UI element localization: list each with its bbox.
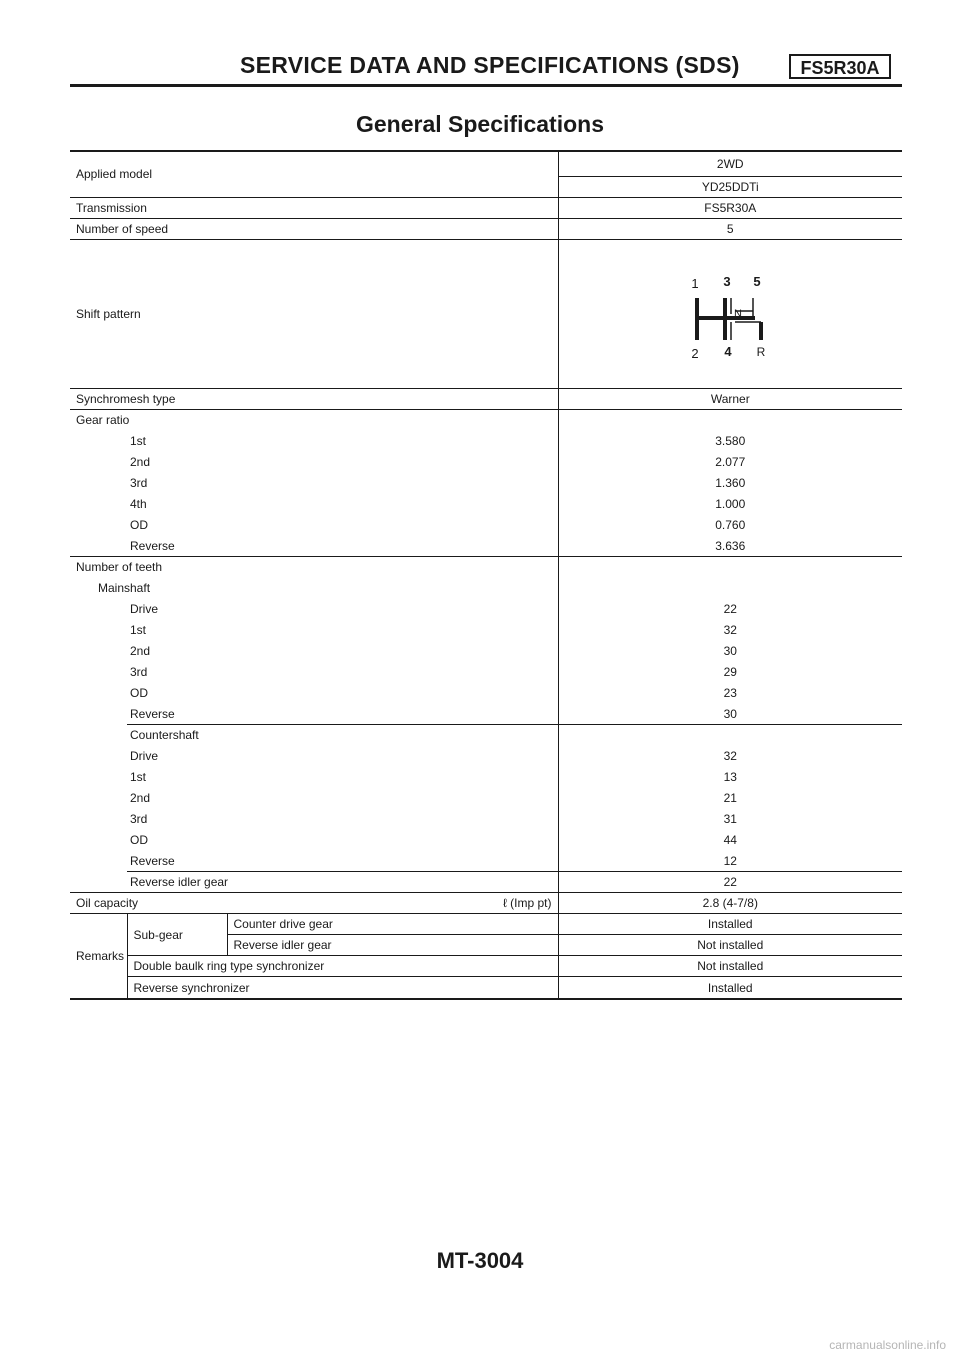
synchromesh-label: Synchromesh type xyxy=(70,388,558,409)
number-of-speed-value: 5 xyxy=(558,218,902,239)
table-row xyxy=(70,746,902,767)
gear-ratio-item-value: 2.077 xyxy=(558,451,902,472)
table-row xyxy=(70,218,902,239)
mainshaft-item-value: 23 xyxy=(558,682,902,703)
subgear-label: Sub-gear xyxy=(127,914,227,956)
gear-ratio-item-label: 4th xyxy=(130,496,147,511)
reverse-idler-value: 22 xyxy=(558,872,902,893)
countershaft-item-value: 31 xyxy=(558,809,902,830)
countershaft-item-label: OD xyxy=(130,833,148,848)
applied-model-drive: 2WD xyxy=(558,151,902,176)
teeth-label: Number of teeth xyxy=(70,556,558,577)
countershaft-item-value: 44 xyxy=(558,830,902,851)
countershaft-item-value: 32 xyxy=(558,746,902,767)
mainshaft-item-label: 3rd xyxy=(130,664,148,679)
reverse-idler-remark-label: Reverse idler gear xyxy=(227,935,558,956)
shift-pattern-cell xyxy=(558,239,902,388)
reverse-sync-value: Installed xyxy=(558,977,902,999)
mainshaft-item-label: OD xyxy=(130,685,148,700)
page-title: General Specifications xyxy=(356,111,604,137)
mainshaft-item-label: Reverse xyxy=(130,706,175,721)
gear-label-1: 1 xyxy=(691,275,699,291)
table-row xyxy=(70,472,902,493)
mainshaft-item-value: 30 xyxy=(558,640,902,661)
table-row xyxy=(70,956,902,977)
table-row xyxy=(70,556,902,577)
table-row xyxy=(70,514,902,535)
table-row xyxy=(70,724,902,745)
countershaft-item-value: 13 xyxy=(558,767,902,788)
table-row xyxy=(70,619,902,640)
reverse-idler-remark-value: Not installed xyxy=(558,935,902,956)
table-row xyxy=(70,809,902,830)
table-row xyxy=(70,893,902,914)
countershaft-item-label: 2nd xyxy=(130,791,151,806)
shift-pattern-diagram xyxy=(685,264,775,364)
gear-ratio-item-label: 3rd xyxy=(130,475,148,490)
oil-capacity-label xyxy=(70,893,558,914)
table-row xyxy=(70,703,902,724)
synchromesh-value: Warner xyxy=(558,388,902,409)
table-row xyxy=(70,151,902,176)
table-row xyxy=(70,451,902,472)
gear-ratio-item-value: 1.360 xyxy=(558,472,902,493)
reverse-sync-label: Reverse synchronizer xyxy=(127,977,558,999)
page-number: MT-3004 xyxy=(436,1248,524,1273)
spec-table xyxy=(70,150,902,1000)
table-row xyxy=(70,682,902,703)
mainshaft-label: Mainshaft xyxy=(98,580,151,595)
countershaft-item-value: 21 xyxy=(558,788,902,809)
countershaft-item-label: Drive xyxy=(130,749,159,763)
table-row xyxy=(70,577,902,598)
watermark: carmanualsonline.info xyxy=(829,1338,946,1352)
model-code-badge: FS5R30A xyxy=(789,54,891,79)
table-row xyxy=(70,598,902,619)
table-row xyxy=(70,830,902,851)
gear-ratio-item-label: OD xyxy=(130,517,148,532)
oil-capacity-label-text: Oil capacity xyxy=(76,896,139,911)
gear-label-4: 4 xyxy=(724,343,732,359)
table-row xyxy=(70,430,902,451)
gear-label-2: 2 xyxy=(691,345,699,361)
table-row xyxy=(70,535,902,556)
countershaft-item-label: Reverse xyxy=(130,853,175,868)
table-row xyxy=(70,977,902,999)
mainshaft-item-value: 32 xyxy=(558,619,902,640)
table-row xyxy=(70,788,902,809)
table-row xyxy=(70,197,902,218)
gear-ratio-item-label: Reverse xyxy=(130,538,175,553)
oil-capacity-value: 2.8 (4-7/8) xyxy=(558,893,902,914)
gear-label-n: N xyxy=(734,307,743,320)
transmission-label: Transmission xyxy=(70,197,558,218)
double-baulk-label: Double baulk ring type synchronizer xyxy=(127,956,558,977)
gear-ratio-item-value: 0.760 xyxy=(558,514,902,535)
gear-label-r: R xyxy=(756,344,766,359)
counter-drive-label: Counter drive gear xyxy=(227,914,558,935)
oil-capacity-unit: ℓ (Imp pt) xyxy=(502,896,552,911)
mainshaft-item-value: 22 xyxy=(558,598,902,619)
shift-pattern-label: Shift pattern xyxy=(70,239,558,388)
remarks-label: Remarks xyxy=(70,914,127,999)
table-row xyxy=(70,914,902,935)
table-row xyxy=(70,661,902,682)
gear-ratio-item-value: 3.580 xyxy=(558,430,902,451)
mainshaft-item-label: 1st xyxy=(130,622,147,637)
countershaft-item-label: 3rd xyxy=(130,812,148,827)
gear-label-3: 3 xyxy=(723,273,731,289)
countershaft-label: Countershaft xyxy=(127,724,558,745)
header-divider xyxy=(70,84,902,87)
section-header: SERVICE DATA AND SPECIFICATIONS (SDS) xyxy=(240,52,740,78)
table-row xyxy=(70,851,902,872)
gear-ratio-item-label: 1st xyxy=(130,433,147,448)
counter-drive-value: Installed xyxy=(558,914,902,935)
table-row xyxy=(70,640,902,661)
gear-ratio-item-value: 1.000 xyxy=(558,493,902,514)
gear-ratio-label: Gear ratio xyxy=(70,409,558,430)
table-row xyxy=(70,767,902,788)
number-of-speed-label: Number of speed xyxy=(70,218,558,239)
gear-label-5: 5 xyxy=(753,273,761,289)
table-row xyxy=(70,388,902,409)
countershaft-item-value: 12 xyxy=(558,851,902,872)
double-baulk-value: Not installed xyxy=(558,956,902,977)
reverse-idler-label: Reverse idler gear xyxy=(127,872,558,893)
countershaft-item-label: 1st xyxy=(130,770,147,785)
applied-model-engine: YD25DDTi xyxy=(558,176,902,197)
gear-ratio-item-label: 2nd xyxy=(130,454,151,469)
mainshaft-item-value: 30 xyxy=(558,703,902,724)
mainshaft-item-value: 29 xyxy=(558,661,902,682)
transmission-value: FS5R30A xyxy=(558,197,902,218)
table-row xyxy=(70,409,902,430)
gear-ratio-item-value: 3.636 xyxy=(558,535,902,556)
mainshaft-item-label: Drive xyxy=(130,601,159,616)
mainshaft-item-label: 2nd xyxy=(130,643,151,658)
table-row xyxy=(70,872,902,893)
applied-model-label: Applied model xyxy=(70,151,558,197)
table-row xyxy=(70,239,902,388)
table-row xyxy=(70,493,902,514)
